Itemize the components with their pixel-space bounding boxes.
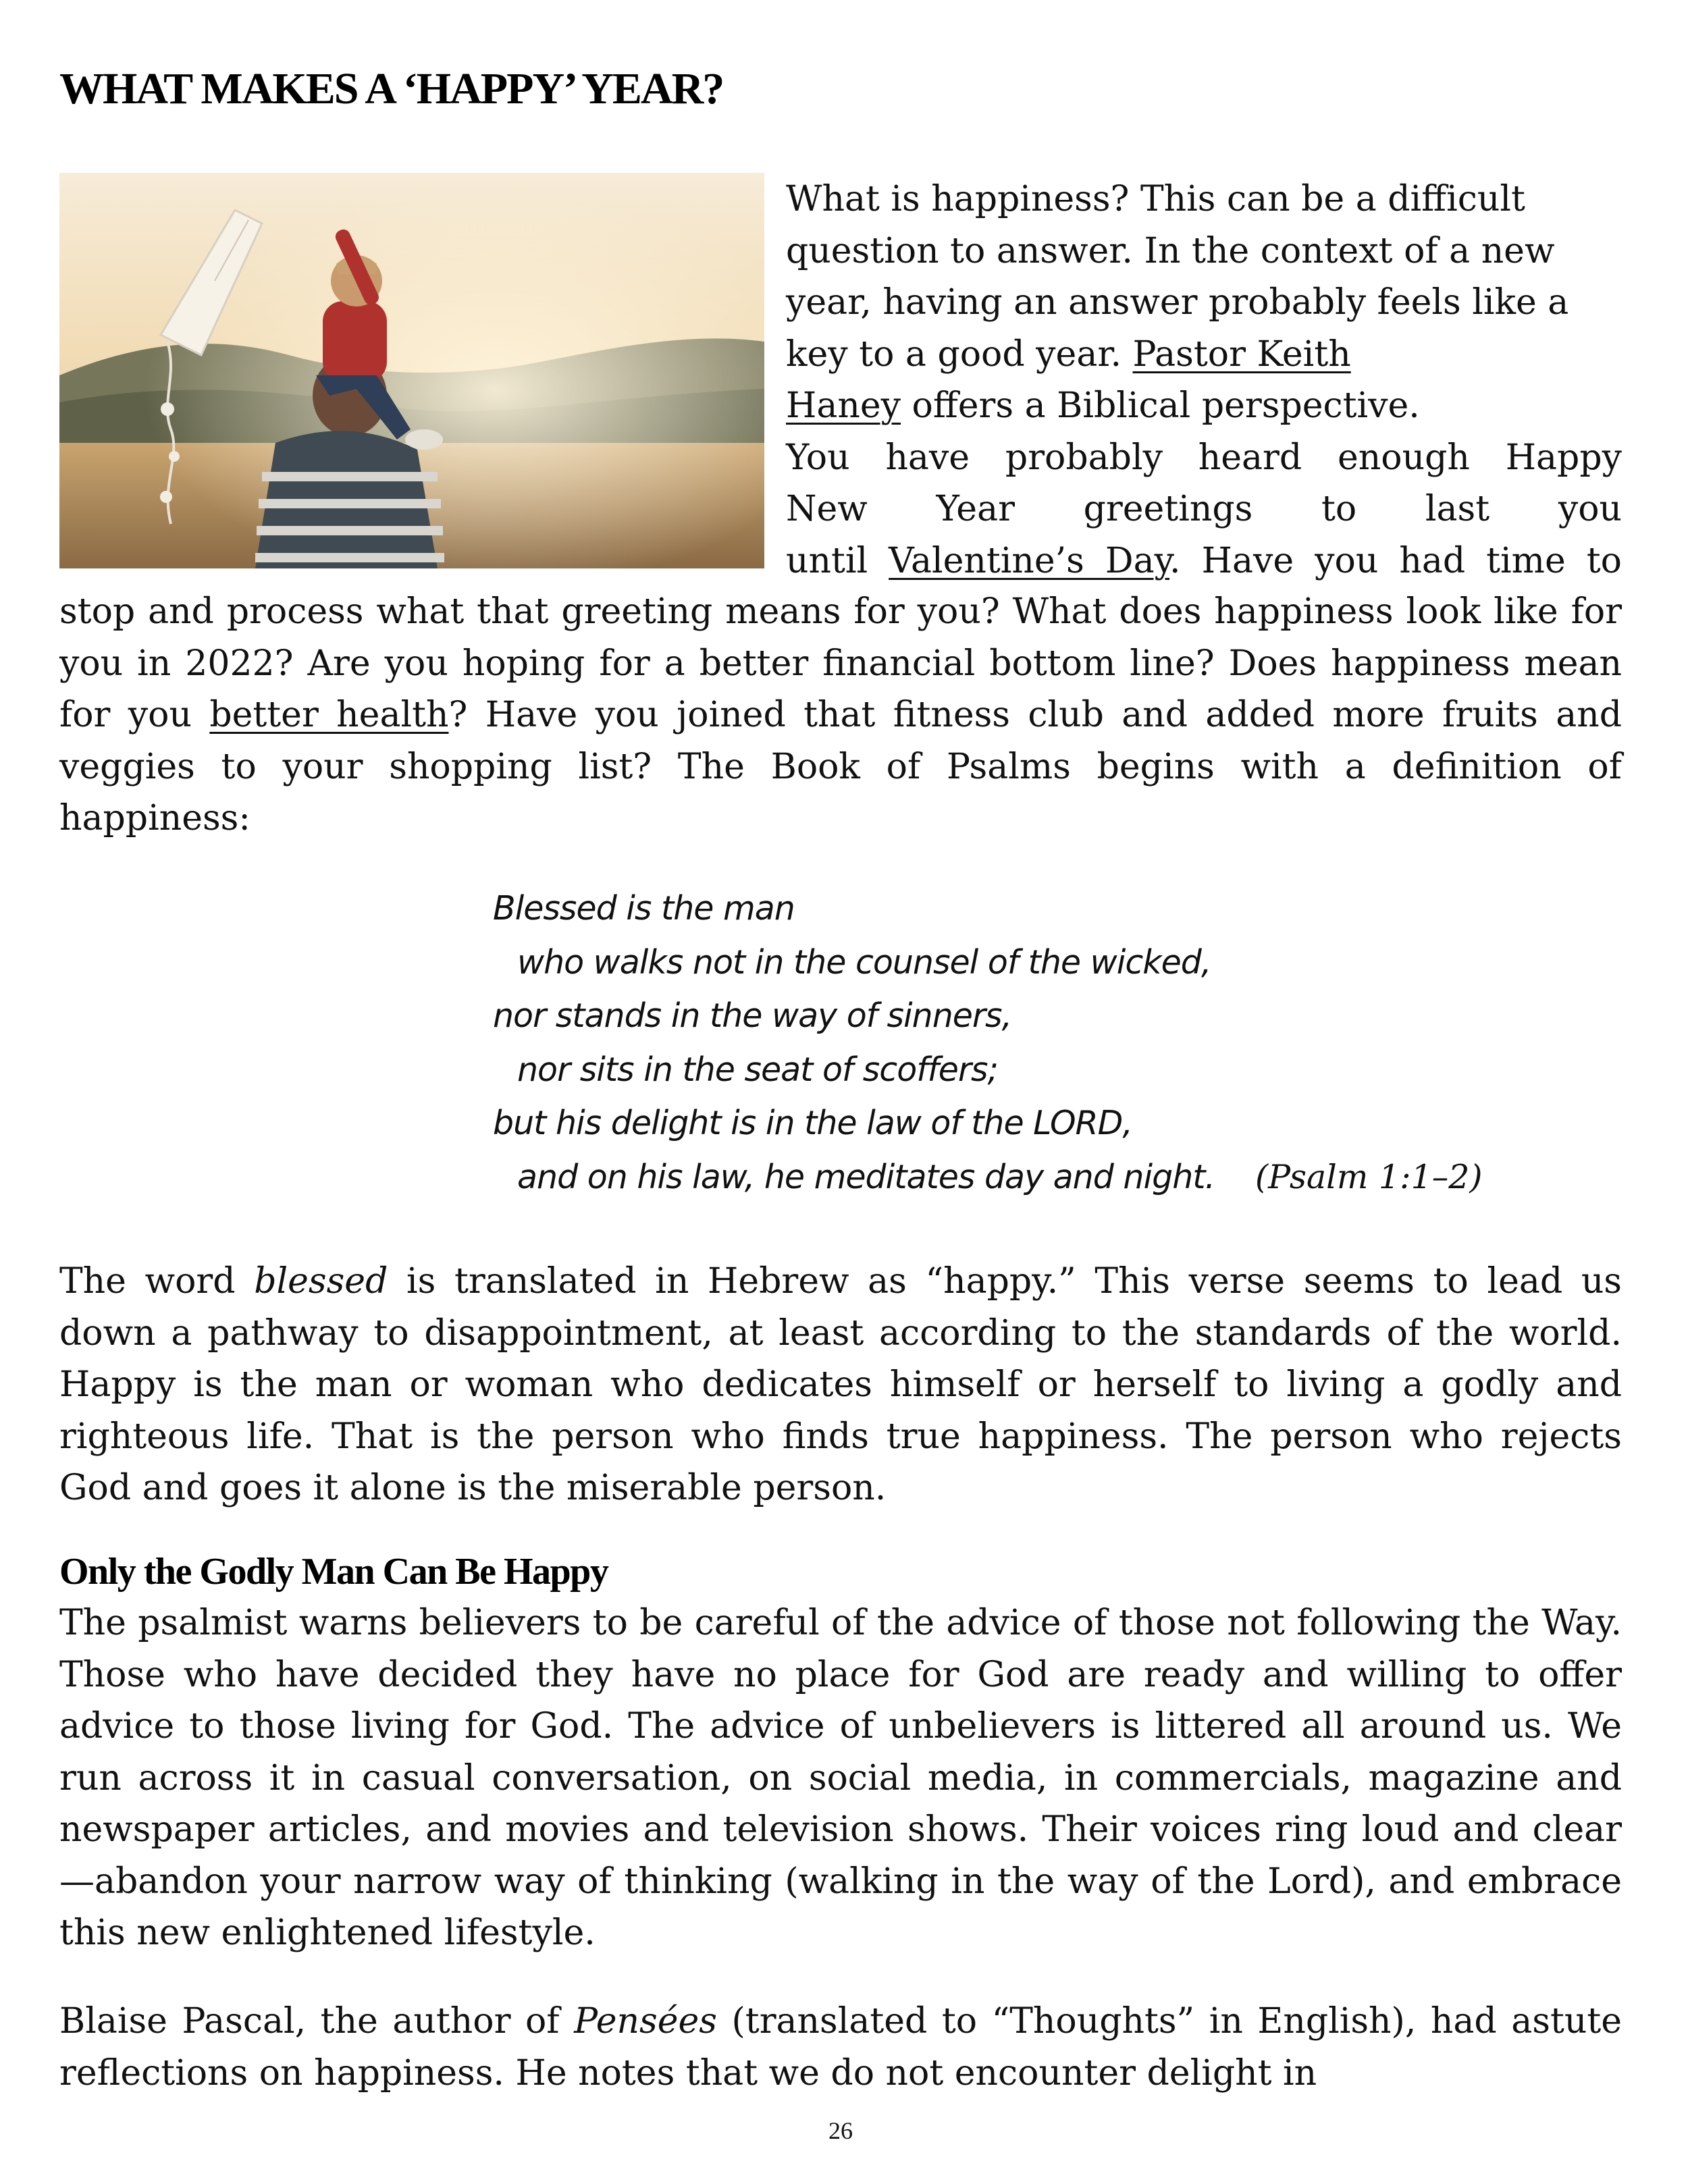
emphasis-pensees: Pensées xyxy=(574,2001,717,2042)
haney-link[interactable]: Haney xyxy=(786,385,901,426)
intro-line: What is happiness? This can be a difficult xyxy=(786,179,1525,219)
psalmist-paragraph: The psalmist warns believers to be careful of the advice of those not following the Way. Those who have decided they have no place for God are ready and willing to offer advice to those living for God. The advice of unbelievers is littered all around us. We run across it in casual conversation, on social media, in commercials, magazine and newspaper articles, and movies and television shows. Their voices ring loud and clear—abandon your narrow way of thinking (walking in the way of the Lord), and embrace this new enlightened lifestyle. xyxy=(59,1603,1622,1953)
article-photo xyxy=(59,173,764,568)
psalm-quote xyxy=(493,882,1668,1204)
intro-line: You have probably heard enough Happy xyxy=(786,437,1622,478)
intro-line xyxy=(786,535,1622,587)
intro-line: year, having an answer probably feels like a xyxy=(786,282,1569,323)
paragraph-text: Blaise Pascal, the author of xyxy=(59,2001,575,2042)
intro-text: key to a good year. xyxy=(786,334,1133,375)
intro-line: New Year greetings to last you xyxy=(786,489,1622,529)
article-title: WHAT MAKES A ‘HAPPY’ YEAR? xyxy=(59,64,724,113)
intro-text: offers a Biblical perspective. xyxy=(901,385,1420,426)
verse-line: nor sits in the seat of scoffers; xyxy=(517,1050,999,1089)
verse-line: Blessed is the man xyxy=(493,889,795,928)
document-page xyxy=(59,0,1622,2184)
verse-line: but his delight is in the law of the LORD, xyxy=(493,1104,1132,1142)
verse-text: and on his law, he meditates day and night. xyxy=(517,1157,1215,1196)
page-number: 26 xyxy=(828,2117,853,2144)
valentines-day-link[interactable]: Valentine’s Day xyxy=(889,540,1170,581)
intro-line xyxy=(786,380,1622,432)
intro-line: question to answer. In the context of a new xyxy=(786,230,1555,271)
pastor-keith-haney-link[interactable]: Pastor Keith xyxy=(1132,334,1351,375)
emphasis-blessed: blessed xyxy=(254,1261,388,1302)
better-health-link[interactable]: better health xyxy=(209,695,449,735)
verse-reference: (Psalm 1:1–2) xyxy=(1255,1157,1483,1196)
intro-line xyxy=(786,329,1622,381)
continuation-text: stop and process what that greeting means for you? What does happiness look like for you in 2022? Are you hoping for a better financial bottom line? Does happiness mean for you xyxy=(59,591,1622,735)
intro-continuation-paragraph xyxy=(59,586,1622,845)
paragraph-text: (translated to “Thoughts” in English), had astute reflections on happiness. He notes that we do not encounter delight in xyxy=(59,2001,1622,2094)
continuation-text: ? Have you joined that fitness club and added more fruits and veggies to your shopping list? The Book of Psalms begins with a definition of happiness: xyxy=(59,695,1622,838)
paragraph-text: The word xyxy=(59,1261,255,1302)
kite-family-image xyxy=(59,173,764,568)
blessed-paragraph xyxy=(59,1256,1622,1514)
section-subheading: Only the Godly Man Can Be Happy xyxy=(59,1551,608,1593)
intro-text: until xyxy=(786,540,889,581)
verse-line: who walks not in the counsel of the wicked, xyxy=(517,942,1211,982)
paragraph-text: is translated in Hebrew as “happy.” This verse seems to lead us down a pathway to disappointment, at least according to the standards of the world. Happy is the man or woman who dedicates himself or herself to living a godly and righteous life. That is the person who finds true happiness. The person who rejects God and goes it alone is the miserable person. xyxy=(59,1261,1622,1508)
intro-paragraph xyxy=(786,174,1622,587)
pascal-paragraph xyxy=(59,1996,1622,2099)
intro-text: . Have you had time to xyxy=(1169,540,1622,581)
verse-line xyxy=(493,1150,1668,1204)
verse-line: nor stands in the way of sinners, xyxy=(493,996,1012,1035)
